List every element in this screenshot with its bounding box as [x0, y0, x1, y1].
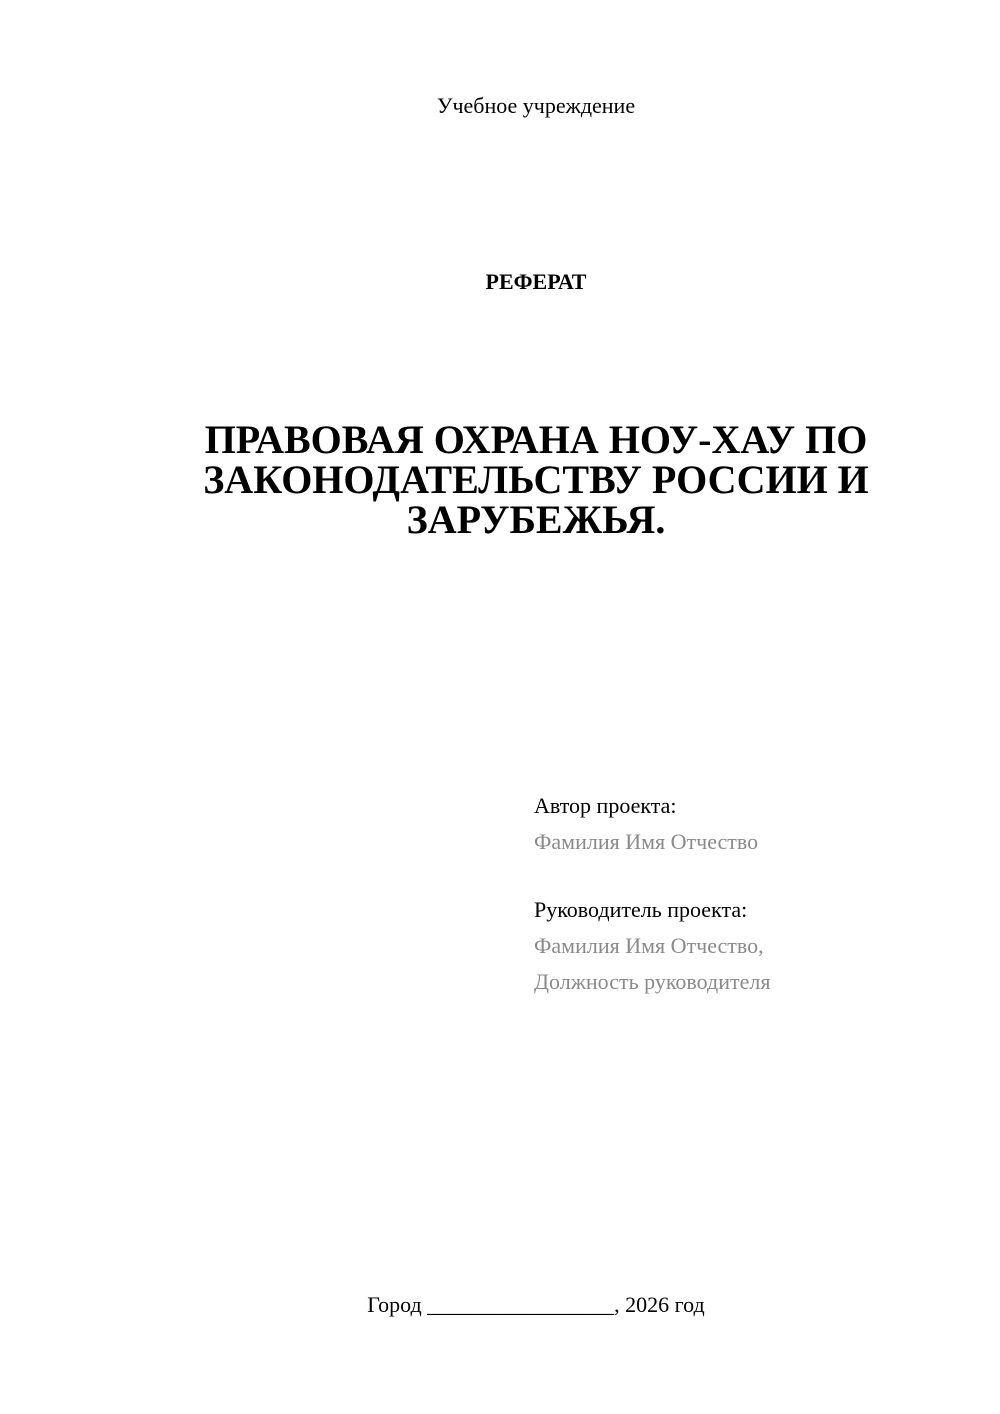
- document-type: РЕФЕРАТ: [485, 269, 587, 294]
- supervisor-position: Должность руководителя: [534, 969, 771, 994]
- author-name: Фамилия Имя Отчество: [534, 829, 759, 854]
- supervisor-name: Фамилия Имя Отчество,: [534, 933, 764, 958]
- document-title: ПРАВОВАЯ ОХРАНА НОУ-ХАУ ПО ЗАКОНОДАТЕЛЬСТВУ РОССИИ И ЗАРУБЕЖЬЯ.: [203, 417, 869, 542]
- credits-block: [534, 788, 974, 1000]
- author-label: Автор проекта:: [534, 793, 677, 818]
- institution-name: Учебное учреждение: [436, 93, 636, 118]
- city-year-line: Город _________________, 2026 год: [367, 1292, 705, 1317]
- credits-spacer: [534, 860, 974, 892]
- supervisor-label: Руководитель проекта:: [534, 897, 748, 922]
